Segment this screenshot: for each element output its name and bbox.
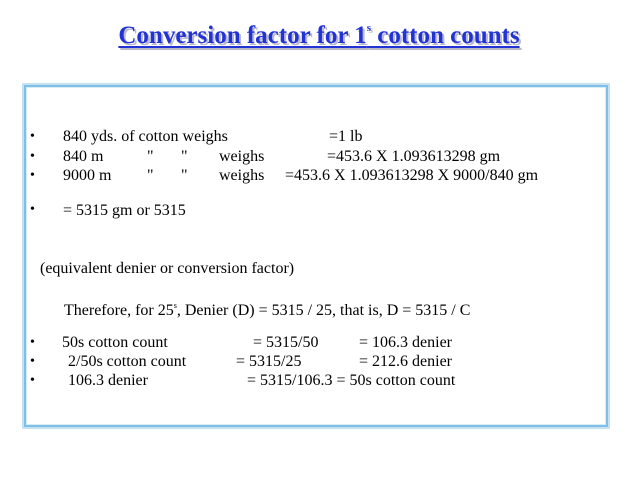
bullet-icon: • xyxy=(30,373,35,388)
list-item-verb: weighs xyxy=(219,167,265,184)
therefore-suffix: , Denier (D) = 5315 / 25, that is, D = 5315 / C xyxy=(176,302,471,319)
list-item-value: = 106.3 denier xyxy=(359,334,452,351)
title-suffix: cotton counts xyxy=(371,22,520,49)
list-item-formula: = 5315/25 xyxy=(236,353,302,370)
equivalent-note: (equivalent denier or conversion factor) xyxy=(40,260,295,277)
ditto-mark: " xyxy=(181,167,188,184)
ditto-mark: " xyxy=(181,148,188,165)
ditto-mark: " xyxy=(147,167,154,184)
list-item-text: 9000 m xyxy=(63,167,112,184)
title-superscript: s xyxy=(366,22,371,34)
list-item-value: = 212.6 denier xyxy=(359,353,452,370)
title-prefix: Conversion factor for 1 xyxy=(118,22,367,49)
slide-title xyxy=(0,22,638,50)
list-item-text: 840 yds. of cotton weighs xyxy=(63,128,228,145)
list-item-formula: = 5315/50 xyxy=(253,334,319,351)
bullet-icon: • xyxy=(30,149,35,164)
list-item-formula: = 5315/106.3 = 50s cotton count xyxy=(247,372,456,389)
bullet-icon: • xyxy=(30,129,35,144)
bullet-icon: • xyxy=(30,354,35,369)
bullet-icon: • xyxy=(30,168,35,183)
result-line: = 5315 gm or 5315 xyxy=(63,202,186,219)
list-item-text: 106.3 denier xyxy=(68,372,148,389)
bullet-icon: • xyxy=(30,202,35,217)
therefore-line xyxy=(64,297,470,320)
ditto-mark: " xyxy=(147,148,154,165)
list-item-verb: weighs xyxy=(219,148,265,165)
therefore-superscript: s xyxy=(173,301,177,310)
list-item-text: 840 m xyxy=(63,148,104,165)
list-item-text: 2/50s cotton count xyxy=(68,353,187,370)
list-item-value: =453.6 X 1.093613298 X 9000/840 gm xyxy=(285,167,539,184)
list-item-value: =1 lb xyxy=(329,128,363,145)
list-item-value: =453.6 X 1.093613298 gm xyxy=(327,148,501,165)
therefore-prefix: Therefore, for 25 xyxy=(64,302,174,319)
bullet-icon: • xyxy=(30,335,35,350)
list-item-text: 50s cotton count xyxy=(62,334,168,351)
